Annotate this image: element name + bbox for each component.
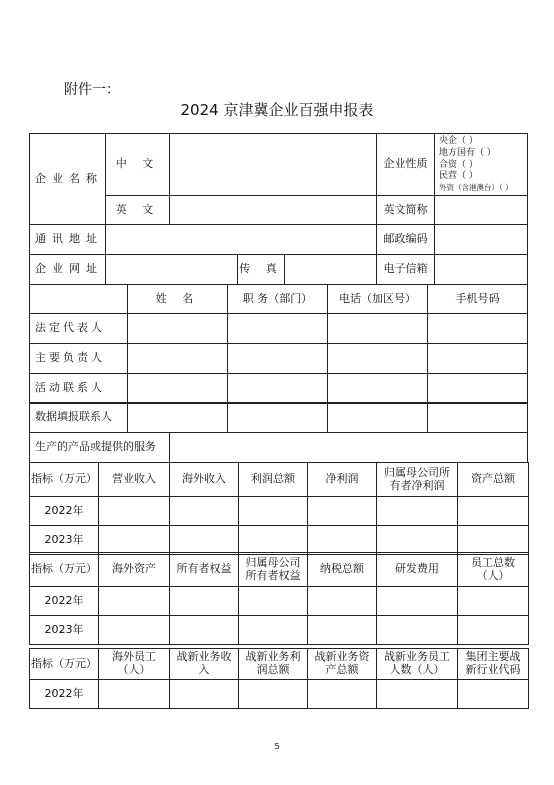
email-field[interactable] [434, 254, 528, 285]
indicator-value-field[interactable] [307, 679, 377, 709]
indicator-value-field[interactable] [307, 496, 377, 526]
indicator-value-field[interactable] [238, 496, 308, 526]
contact-phone-field[interactable] [327, 343, 428, 374]
indicator-value-field[interactable] [457, 525, 529, 555]
indicator-value-field[interactable] [376, 525, 458, 555]
contacts-header-mobile: 手机号码 [427, 284, 528, 314]
ownership-option-central[interactable]: 央企（ ） [439, 135, 478, 146]
english-name-field[interactable] [169, 195, 377, 225]
contact-position-field[interactable] [227, 343, 328, 374]
english-short-field[interactable] [434, 195, 528, 225]
indicator-column-header: 资产总额 [457, 462, 529, 497]
contact-row-label: 活动联系人 [29, 373, 128, 404]
ownership-options[interactable] [434, 133, 528, 196]
indicator-value-field[interactable] [457, 586, 529, 616]
indicator-column-header: 研发费用 [376, 552, 458, 587]
indicator-column-header: 净利润 [307, 462, 377, 497]
indicator-value-field[interactable] [457, 615, 529, 645]
contacts-header-name: 姓 名 [127, 284, 228, 314]
indicator-value-field[interactable] [307, 615, 377, 645]
indicator-value-field[interactable] [169, 496, 239, 526]
indicator-column-header: 纳税总额 [307, 552, 377, 587]
indicator-column-header: 营业收入 [98, 462, 170, 497]
indicator-column-header: 战新业务员工人数（人） [376, 648, 458, 680]
indicator-column-header: 战新业务利润总额 [238, 648, 308, 680]
chinese-name-field[interactable] [169, 133, 377, 196]
indicator-value-field[interactable] [98, 615, 170, 645]
contact-mobile-field[interactable] [427, 402, 528, 433]
contact-phone-field[interactable] [327, 313, 428, 344]
indicator-column-header: 海外收入 [169, 462, 239, 497]
contacts-header-phone: 电话（加区号） [327, 284, 428, 314]
indicator-value-field[interactable] [457, 679, 529, 709]
postcode-label: 邮政编码 [376, 224, 435, 255]
address-field[interactable] [105, 224, 377, 255]
company-name-label: 企业名称 [29, 133, 106, 225]
english-short-label: 英文简称 [376, 195, 435, 225]
ownership-option-local-state[interactable]: 地方国有（ ） [439, 147, 496, 158]
indicator-column-header: 战新业务资产总额 [307, 648, 377, 680]
indicator-column-header: 战新业务收入 [169, 648, 239, 680]
indicator-column-header: 所有者权益 [169, 552, 239, 587]
indicator-value-field[interactable] [238, 679, 308, 709]
chinese-name-label: 中 文 [105, 133, 170, 196]
indicator-value-field[interactable] [169, 679, 239, 709]
contact-mobile-field[interactable] [427, 313, 528, 344]
contact-phone-field[interactable] [327, 402, 428, 433]
indicator-value-field[interactable] [457, 496, 529, 526]
indicator-unit-label: 指标（万元） [29, 462, 99, 497]
indicator-value-field[interactable] [238, 525, 308, 555]
indicator-year-label: 2022年 [29, 679, 99, 709]
indicator-value-field[interactable] [307, 525, 377, 555]
contact-position-field[interactable] [227, 313, 328, 344]
indicator-value-field[interactable] [169, 525, 239, 555]
fax-label: 传 真 [237, 254, 285, 285]
contact-name-field[interactable] [127, 402, 228, 433]
ownership-label: 企业性质 [376, 133, 435, 196]
indicator-column-header: 归属母公司所有者权益 [238, 552, 308, 587]
website-field[interactable] [105, 254, 238, 285]
page-number: 5 [274, 742, 280, 751]
indicator-value-field[interactable] [238, 586, 308, 616]
indicator-column-header: 集团主要战新行业代码 [457, 648, 529, 680]
products-label: 生产的产品或提供的服务 [29, 432, 170, 463]
ownership-option-private[interactable]: 民营（ ） [439, 171, 478, 182]
indicator-value-field[interactable] [98, 679, 170, 709]
fax-field[interactable] [284, 254, 377, 285]
indicator-value-field[interactable] [376, 615, 458, 645]
attachment-label: 附件一： [64, 82, 120, 98]
contact-name-field[interactable] [127, 313, 228, 344]
english-name-label: 英 文 [105, 195, 170, 225]
indicator-value-field[interactable] [376, 496, 458, 526]
contact-mobile-field[interactable] [427, 343, 528, 374]
indicator-value-field[interactable] [169, 586, 239, 616]
indicator-value-field[interactable] [238, 615, 308, 645]
contact-row-label: 数据填报联系人 [29, 402, 128, 433]
contacts-header-position: 职 务（部门） [227, 284, 328, 314]
ownership-option-joint-venture[interactable]: 合资（ ） [439, 159, 478, 170]
indicator-column-header: 员工总数（人） [457, 552, 529, 587]
indicator-year-label: 2023年 [29, 615, 99, 645]
indicator-year-label: 2023年 [29, 525, 99, 555]
indicator-value-field[interactable] [98, 525, 170, 555]
indicator-year-label: 2022年 [29, 496, 99, 526]
contacts-corner [29, 284, 128, 314]
indicator-column-header: 海外员工（人） [98, 648, 170, 680]
contact-position-field[interactable] [227, 373, 328, 404]
indicator-value-field[interactable] [169, 615, 239, 645]
website-label: 企业网址 [29, 254, 106, 285]
contact-mobile-field[interactable] [427, 373, 528, 404]
indicator-unit-label: 指标（万元） [29, 648, 99, 680]
products-field[interactable] [169, 432, 528, 463]
contact-position-field[interactable] [227, 402, 328, 433]
indicator-unit-label: 指标（万元） [29, 552, 99, 587]
indicator-column-header: 海外资产 [98, 552, 170, 587]
contact-row-label: 主要负责人 [29, 343, 128, 374]
contact-name-field[interactable] [127, 373, 228, 404]
contact-row-label: 法定代表人 [29, 313, 128, 344]
contact-phone-field[interactable] [327, 373, 428, 404]
indicator-value-field[interactable] [376, 586, 458, 616]
ownership-option-foreign[interactable]: 外资（含港澳台）（ ） [439, 183, 513, 193]
indicator-year-label: 2022年 [29, 586, 99, 616]
postcode-field[interactable] [434, 224, 528, 255]
indicator-column-header: 归属母公司所有者净利润 [376, 462, 458, 497]
contact-name-field[interactable] [127, 343, 228, 374]
indicator-value-field[interactable] [376, 679, 458, 709]
address-label: 通讯地址 [29, 224, 106, 255]
indicator-value-field[interactable] [307, 586, 377, 616]
indicator-value-field[interactable] [98, 586, 170, 616]
indicator-value-field[interactable] [98, 496, 170, 526]
form-title: 2024 京津冀企业百强申报表 [180, 101, 374, 119]
indicator-column-header: 利润总额 [238, 462, 308, 497]
email-label: 电子信箱 [376, 254, 435, 285]
